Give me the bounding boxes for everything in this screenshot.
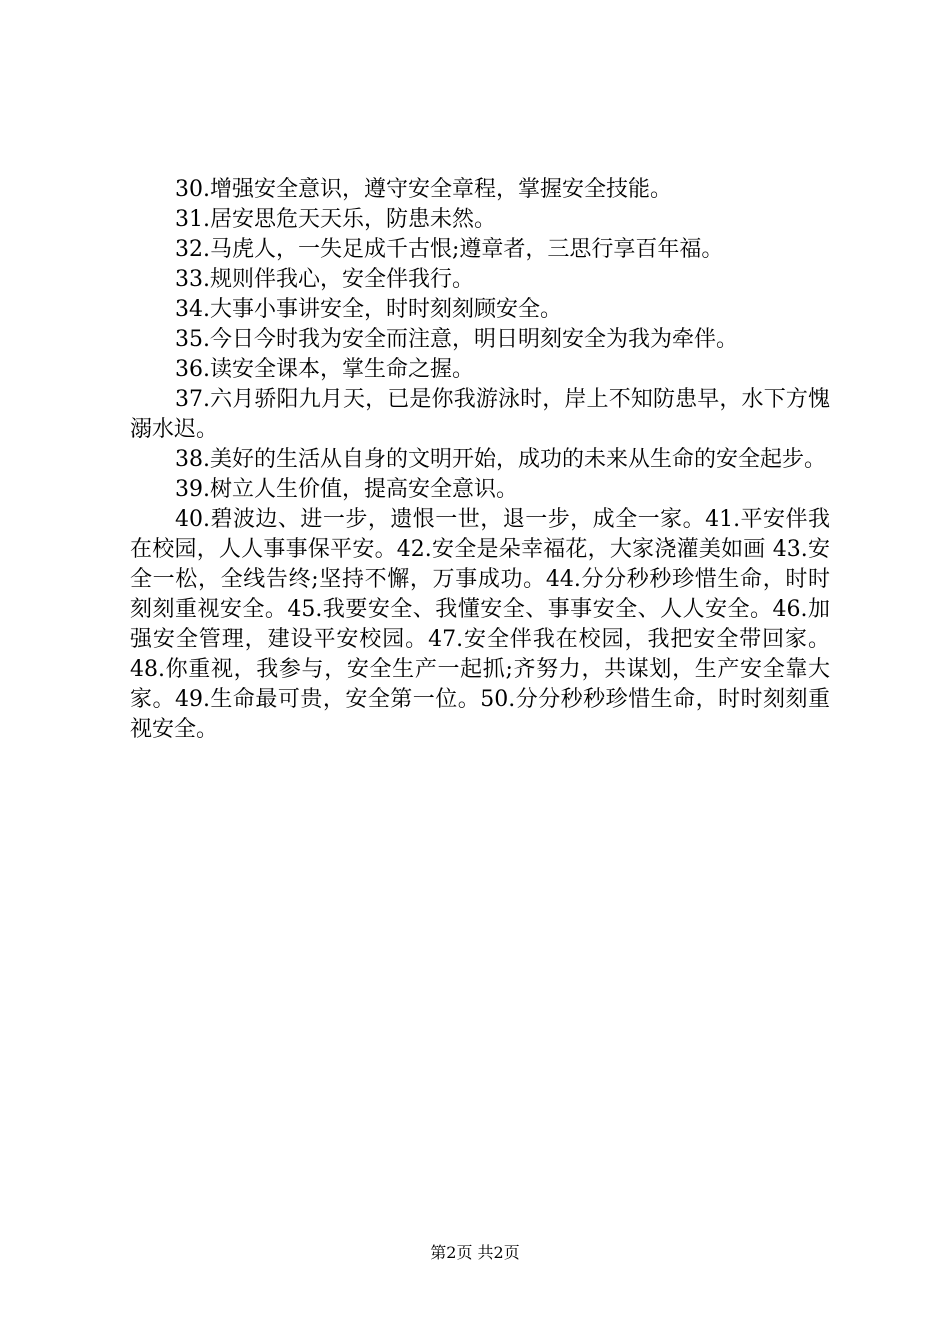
paragraph-31: 31.居安思危天天乐，防患未然。 [175,207,496,232]
paragraph-32: 32.马虎人，一失足成千古恨;遵章者，三思行享百年福。 [175,237,724,262]
paragraph-37: 37.六月骄阳九月天，已是你我游泳时，岸上不知防患早，水下方愧溺水迟。 [130,387,830,442]
paragraph-40-50: 40.碧波边、进一步，遗恨一世，退一步，成全一家。41.平安伴我在校园，人人事事保平安。42.安全是朵幸福花，大家浇灌美如画 43.安全一松，全线告终;坚持不懈，万事成功。44.分分秒秒珍惜生命，时时刻刻重视安全。45.我要安全、我懂安全、事事安全、人人安全。46.加强安全管理，建设平安校园。47.安全伴我在校园，我把安全带回家。48.你重视，我参与，安全生产一起抓;齐努力，共谋划，生产安全靠大家。49.生命最可贵，安全第一位。50.分分秒秒珍惜生命，时时刻刻重视安全。 [130,507,830,742]
document-body [130,175,830,745]
paragraph-33: 33.规则伴我心，安全伴我行。 [175,267,474,292]
paragraph-39: 39.树立人生价值，提高安全意识。 [175,477,518,502]
page-number-footer: 第2页 共2页 [430,1243,520,1262]
paragraph-35: 35.今日今时我为安全而注意，明日明刻安全为我为牵伴。 [175,327,738,352]
paragraph-38: 38.美好的生活从自身的文明开始，成功的未来从生命的安全起步。 [175,447,826,472]
paragraph-30: 30.增强安全意识，遵守安全章程，掌握安全技能。 [175,177,672,202]
paragraph-36: 36.读安全课本，掌生命之握。 [175,357,474,382]
paragraph-34: 34.大事小事讲安全，时时刻刻顾安全。 [175,297,562,322]
